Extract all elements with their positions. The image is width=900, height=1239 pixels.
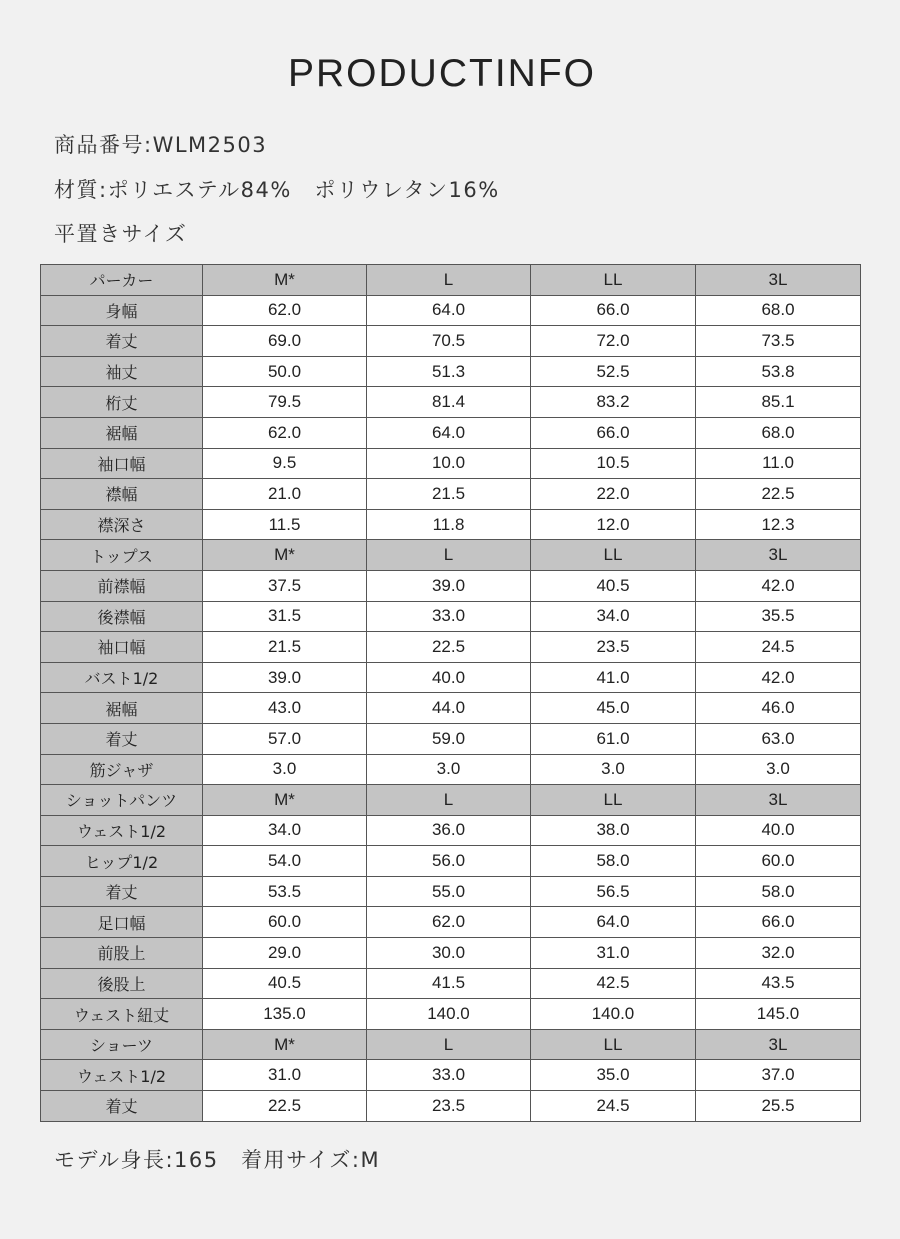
table-row: [41, 999, 861, 1030]
measurement-value: 31.5: [203, 601, 367, 632]
measurement-label: 筋ジャザ: [41, 754, 203, 785]
measurement-value: 64.0: [531, 907, 696, 938]
table-row: [41, 907, 861, 938]
measurement-label: ヒップ1/2: [41, 846, 203, 877]
measurement-value: 46.0: [696, 693, 861, 724]
model-info: モデル身長:165 着用サイズ:M: [54, 1148, 381, 1172]
measurement-label: バスト1/2: [41, 662, 203, 693]
material-info: 材質:ポリエステル84% ポリウレタン16%: [54, 178, 500, 202]
size-header-cell: M*: [203, 1029, 367, 1060]
measurement-value: 62.0: [203, 417, 367, 448]
measurement-label: ウェスト紐丈: [41, 999, 203, 1030]
size-header-cell: M*: [203, 785, 367, 816]
measurement-value: 29.0: [203, 938, 367, 969]
table-row: [41, 693, 861, 724]
section-header-row: [41, 265, 861, 296]
measurement-value: 140.0: [531, 999, 696, 1030]
measurement-value: 10.0: [367, 448, 531, 479]
measurement-value: 58.0: [696, 876, 861, 907]
measurement-value: 11.0: [696, 448, 861, 479]
product-number: 商品番号:WLM2503: [54, 133, 268, 157]
size-header-cell: LL: [531, 265, 696, 296]
measurement-value: 69.0: [203, 326, 367, 357]
measurement-value: 21.5: [203, 632, 367, 663]
table-row: [41, 632, 861, 663]
size-header-cell: M*: [203, 540, 367, 571]
measurement-value: 145.0: [696, 999, 861, 1030]
measurement-value: 45.0: [531, 693, 696, 724]
measurement-value: 83.2: [531, 387, 696, 418]
measurement-value: 23.5: [531, 632, 696, 663]
measurement-value: 51.3: [367, 356, 531, 387]
measurement-value: 10.5: [531, 448, 696, 479]
size-header-cell: 3L: [696, 1029, 861, 1060]
measurement-value: 68.0: [696, 417, 861, 448]
measurement-label: 裾幅: [41, 417, 203, 448]
measurement-value: 31.0: [203, 1060, 367, 1091]
measurement-value: 60.0: [203, 907, 367, 938]
measurement-value: 73.5: [696, 326, 861, 357]
table-row: [41, 938, 861, 969]
measurement-value: 33.0: [367, 1060, 531, 1091]
measurement-label: 着丈: [41, 326, 203, 357]
size-header-cell: L: [367, 1029, 531, 1060]
measurement-label: 袖丈: [41, 356, 203, 387]
table-row: [41, 846, 861, 877]
measurement-label: ウェスト1/2: [41, 815, 203, 846]
measurement-value: 53.8: [696, 356, 861, 387]
measurement-value: 64.0: [367, 295, 531, 326]
measurement-label: 後股上: [41, 968, 203, 999]
measurement-value: 62.0: [367, 907, 531, 938]
size-header-cell: 3L: [696, 265, 861, 296]
measurement-label: 襟幅: [41, 479, 203, 510]
table-row: [41, 815, 861, 846]
table-row: [41, 876, 861, 907]
measurement-value: 33.0: [367, 601, 531, 632]
measurement-label: 前股上: [41, 938, 203, 969]
table-row: [41, 417, 861, 448]
measurement-label: 身幅: [41, 295, 203, 326]
measurement-value: 61.0: [531, 723, 696, 754]
measurement-label: 袖口幅: [41, 632, 203, 663]
size-table-body: [41, 265, 861, 1122]
measurement-value: 44.0: [367, 693, 531, 724]
size-header-cell: M*: [203, 265, 367, 296]
measurement-value: 41.0: [531, 662, 696, 693]
measurement-label: 桁丈: [41, 387, 203, 418]
measurement-value: 3.0: [696, 754, 861, 785]
size-header-cell: L: [367, 785, 531, 816]
measurement-value: 81.4: [367, 387, 531, 418]
measurement-value: 40.0: [696, 815, 861, 846]
section-name: トップス: [41, 540, 203, 571]
measurement-value: 70.5: [367, 326, 531, 357]
measurement-value: 54.0: [203, 846, 367, 877]
measurement-value: 21.5: [367, 479, 531, 510]
measurement-value: 63.0: [696, 723, 861, 754]
table-row: [41, 601, 861, 632]
measurement-value: 24.5: [696, 632, 861, 663]
measurement-value: 3.0: [367, 754, 531, 785]
measurement-label: 足口幅: [41, 907, 203, 938]
measurement-value: 37.0: [696, 1060, 861, 1091]
table-row: [41, 479, 861, 510]
measurement-label: 裾幅: [41, 693, 203, 724]
measurement-value: 59.0: [367, 723, 531, 754]
measurement-value: 140.0: [367, 999, 531, 1030]
measurement-value: 24.5: [531, 1091, 696, 1122]
measurement-value: 22.5: [367, 632, 531, 663]
table-row: [41, 356, 861, 387]
measurement-value: 11.8: [367, 509, 531, 540]
measurement-label: 袖口幅: [41, 448, 203, 479]
measurement-value: 42.0: [696, 570, 861, 601]
measurement-value: 11.5: [203, 509, 367, 540]
measurement-label: 前襟幅: [41, 570, 203, 601]
measurement-value: 22.5: [696, 479, 861, 510]
measurement-value: 35.5: [696, 601, 861, 632]
table-row: [41, 387, 861, 418]
table-row: [41, 662, 861, 693]
measurement-value: 35.0: [531, 1060, 696, 1091]
measurement-label: 着丈: [41, 723, 203, 754]
table-row: [41, 1091, 861, 1122]
measurement-value: 39.0: [203, 662, 367, 693]
size-table: [40, 264, 861, 1122]
measurement-value: 9.5: [203, 448, 367, 479]
section-name: ショットパンツ: [41, 785, 203, 816]
measurement-value: 68.0: [696, 295, 861, 326]
measurement-value: 66.0: [696, 907, 861, 938]
measurement-value: 56.0: [367, 846, 531, 877]
measurement-value: 36.0: [367, 815, 531, 846]
measurement-value: 25.5: [696, 1091, 861, 1122]
table-row: [41, 968, 861, 999]
table-row: [41, 723, 861, 754]
page-title: PRODUCTINFO: [288, 52, 596, 95]
measurement-value: 22.5: [203, 1091, 367, 1122]
measurement-value: 31.0: [531, 938, 696, 969]
measurement-value: 79.5: [203, 387, 367, 418]
measurement-value: 56.5: [531, 876, 696, 907]
measurement-value: 42.5: [531, 968, 696, 999]
measurement-value: 58.0: [531, 846, 696, 877]
measurement-value: 40.0: [367, 662, 531, 693]
measurement-value: 3.0: [203, 754, 367, 785]
measurement-value: 30.0: [367, 938, 531, 969]
measurement-value: 52.5: [531, 356, 696, 387]
measurement-label: 襟深さ: [41, 509, 203, 540]
measurement-value: 43.5: [696, 968, 861, 999]
measurement-value: 41.5: [367, 968, 531, 999]
measurement-label: ウェスト1/2: [41, 1060, 203, 1091]
measurement-value: 40.5: [203, 968, 367, 999]
size-header-cell: 3L: [696, 785, 861, 816]
table-row: [41, 1060, 861, 1091]
size-header-cell: LL: [531, 540, 696, 571]
measurement-value: 55.0: [367, 876, 531, 907]
table-row: [41, 570, 861, 601]
measurement-value: 85.1: [696, 387, 861, 418]
measurement-value: 39.0: [367, 570, 531, 601]
measurement-value: 53.5: [203, 876, 367, 907]
measurement-label: 着丈: [41, 1091, 203, 1122]
measurement-value: 42.0: [696, 662, 861, 693]
size-header-cell: L: [367, 265, 531, 296]
table-row: [41, 509, 861, 540]
table-row: [41, 326, 861, 357]
section-header-row: [41, 540, 861, 571]
measurement-value: 62.0: [203, 295, 367, 326]
measurement-value: 34.0: [531, 601, 696, 632]
measurement-value: 21.0: [203, 479, 367, 510]
table-row: [41, 448, 861, 479]
measurement-value: 66.0: [531, 295, 696, 326]
flat-size-label: 平置きサイズ: [54, 222, 188, 246]
measurement-value: 3.0: [531, 754, 696, 785]
measurement-value: 66.0: [531, 417, 696, 448]
section-name: ショーツ: [41, 1029, 203, 1060]
measurement-value: 22.0: [531, 479, 696, 510]
measurement-value: 40.5: [531, 570, 696, 601]
size-header-cell: 3L: [696, 540, 861, 571]
measurement-value: 64.0: [367, 417, 531, 448]
measurement-value: 32.0: [696, 938, 861, 969]
measurement-value: 57.0: [203, 723, 367, 754]
measurement-label: 後襟幅: [41, 601, 203, 632]
table-row: [41, 295, 861, 326]
measurement-value: 37.5: [203, 570, 367, 601]
measurement-label: 着丈: [41, 876, 203, 907]
section-header-row: [41, 1029, 861, 1060]
measurement-value: 34.0: [203, 815, 367, 846]
section-name: パーカー: [41, 265, 203, 296]
measurement-value: 60.0: [696, 846, 861, 877]
size-header-cell: LL: [531, 1029, 696, 1060]
size-header-cell: L: [367, 540, 531, 571]
measurement-value: 23.5: [367, 1091, 531, 1122]
table-row: [41, 754, 861, 785]
measurement-value: 43.0: [203, 693, 367, 724]
measurement-value: 135.0: [203, 999, 367, 1030]
size-header-cell: LL: [531, 785, 696, 816]
measurement-value: 12.0: [531, 509, 696, 540]
measurement-value: 50.0: [203, 356, 367, 387]
measurement-value: 38.0: [531, 815, 696, 846]
measurement-value: 72.0: [531, 326, 696, 357]
measurement-value: 12.3: [696, 509, 861, 540]
section-header-row: [41, 785, 861, 816]
